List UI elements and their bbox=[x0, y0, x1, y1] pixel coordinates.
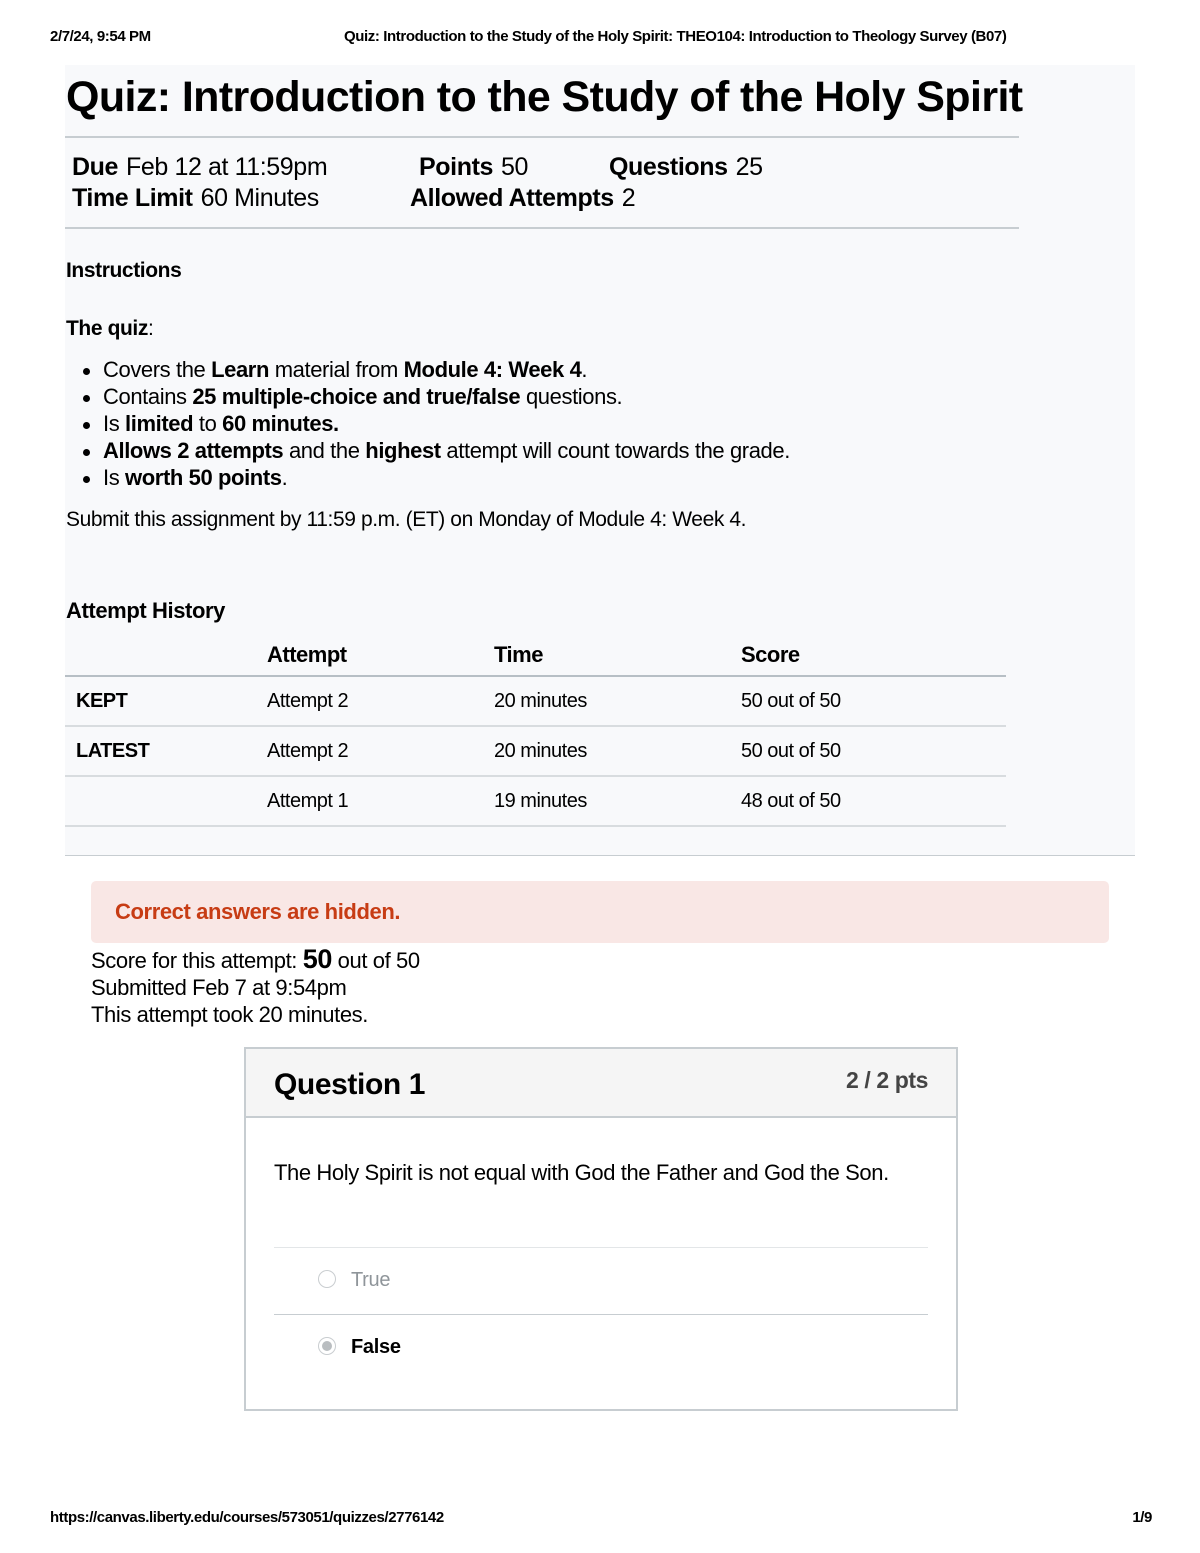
list-item: Contains 25 multiple-choice and true/false questions. bbox=[79, 383, 790, 410]
list-item: Is worth 50 points. bbox=[79, 464, 790, 491]
quiz-title: Quiz: Introduction to the Study of the Holy Spirit bbox=[66, 73, 1023, 121]
score-prefix: Score for this attempt: bbox=[91, 948, 303, 973]
answer-label: True bbox=[351, 1269, 391, 1291]
allowed-attempts bbox=[410, 184, 635, 213]
questions-label: Questions bbox=[609, 153, 728, 181]
attempt-time: 20 minutes bbox=[494, 726, 741, 776]
the-quiz-label-text: The quiz bbox=[66, 317, 148, 340]
attempt-link[interactable]: Attempt 2 bbox=[267, 726, 494, 776]
quiz-details-panel bbox=[65, 65, 1135, 856]
divider bbox=[65, 227, 1019, 229]
print-date: 2/7/24, 9:54 PM bbox=[50, 28, 151, 45]
attempt-score-line bbox=[91, 946, 420, 974]
attempt-score: 48 out of 50 bbox=[741, 776, 1006, 826]
due-value: Feb 12 at 11:59pm bbox=[126, 153, 328, 181]
print-url: https://canvas.liberty.edu/courses/573051/quizzes/2776142 bbox=[50, 1509, 444, 1526]
alert-text: Correct answers are hidden. bbox=[115, 899, 401, 924]
points bbox=[419, 153, 528, 182]
attempt-status: LATEST bbox=[65, 726, 267, 776]
points-value: 50 bbox=[501, 153, 529, 181]
question-points: 2 / 2 pts bbox=[845, 1067, 928, 1093]
print-header bbox=[50, 28, 1152, 50]
answer-option-false[interactable] bbox=[274, 1314, 928, 1379]
due-date bbox=[72, 153, 327, 182]
instructions-heading: Instructions bbox=[66, 259, 182, 282]
question-header bbox=[246, 1049, 956, 1118]
points-label: Points bbox=[419, 153, 493, 181]
the-quiz-label bbox=[66, 317, 153, 341]
attempt-summary bbox=[91, 946, 420, 1028]
hidden-answers-alert bbox=[91, 881, 1109, 943]
attempt-history-table bbox=[65, 635, 1006, 827]
list-item: Allows 2 attempts and the highest attempt will count towards the grade. bbox=[79, 437, 790, 464]
attempt-duration: This attempt took 20 minutes. bbox=[91, 1002, 368, 1027]
attempt-score: 50 out of 50 bbox=[741, 726, 1006, 776]
table-header-row bbox=[65, 635, 1006, 676]
attempt-time: 19 minutes bbox=[494, 776, 741, 826]
attempt-status bbox=[65, 776, 267, 826]
attempt-time: 20 minutes bbox=[494, 676, 741, 726]
allowed-attempts-label: Allowed Attempts bbox=[410, 184, 614, 212]
attempt-status: KEPT bbox=[65, 676, 267, 726]
submission-note: Submit this assignment by 11:59 p.m. (ET) on Monday of Module 4: Week 4. bbox=[66, 508, 747, 531]
column-header bbox=[65, 635, 267, 676]
list-item: Covers the Learn material from Module 4: Week 4. bbox=[79, 356, 790, 383]
print-document-title: Quiz: Introduction to the Study of the Holy Spirit: THEO104: Introduction to Theology Survey (B07) bbox=[344, 28, 1007, 45]
radio-unchecked-icon[interactable] bbox=[318, 1270, 336, 1288]
time-limit-value: 60 Minutes bbox=[200, 184, 319, 212]
question-card bbox=[244, 1047, 958, 1411]
time-limit-label: Time Limit bbox=[72, 184, 193, 212]
answer-option-true[interactable] bbox=[274, 1247, 928, 1312]
divider bbox=[65, 136, 1019, 138]
question-count bbox=[609, 153, 763, 182]
due-label: Due bbox=[72, 153, 119, 181]
attempt-history-heading: Attempt History bbox=[66, 598, 226, 623]
the-quiz-label-colon: : bbox=[147, 317, 154, 340]
answer-label: False bbox=[351, 1336, 401, 1358]
page-number: 1/9 bbox=[1132, 1509, 1152, 1526]
table-row bbox=[65, 776, 1006, 826]
table-row bbox=[65, 726, 1006, 776]
attempt-score: 50 out of 50 bbox=[741, 676, 1006, 726]
column-header-attempt: Attempt bbox=[267, 635, 494, 676]
instruction-list bbox=[79, 356, 790, 491]
attempt-link[interactable]: Attempt 1 bbox=[267, 776, 494, 826]
score-value: 50 bbox=[302, 944, 332, 974]
table-row bbox=[65, 676, 1006, 726]
questions-value: 25 bbox=[735, 153, 763, 181]
list-item: Is limited to 60 minutes. bbox=[79, 410, 790, 437]
question-title: Question 1 bbox=[274, 1068, 426, 1101]
time-limit bbox=[72, 184, 319, 213]
score-suffix: out of 50 bbox=[331, 948, 420, 973]
radio-checked-icon[interactable] bbox=[318, 1337, 336, 1355]
column-header-score: Score bbox=[741, 635, 1006, 676]
column-header-time: Time bbox=[494, 635, 741, 676]
question-text: The Holy Spirit is not equal with God the Father and God the Son. bbox=[274, 1160, 889, 1185]
submitted-time: Submitted Feb 7 at 9:54pm bbox=[91, 975, 347, 1000]
attempt-link[interactable]: Attempt 2 bbox=[267, 676, 494, 726]
allowed-attempts-value: 2 bbox=[621, 184, 636, 212]
